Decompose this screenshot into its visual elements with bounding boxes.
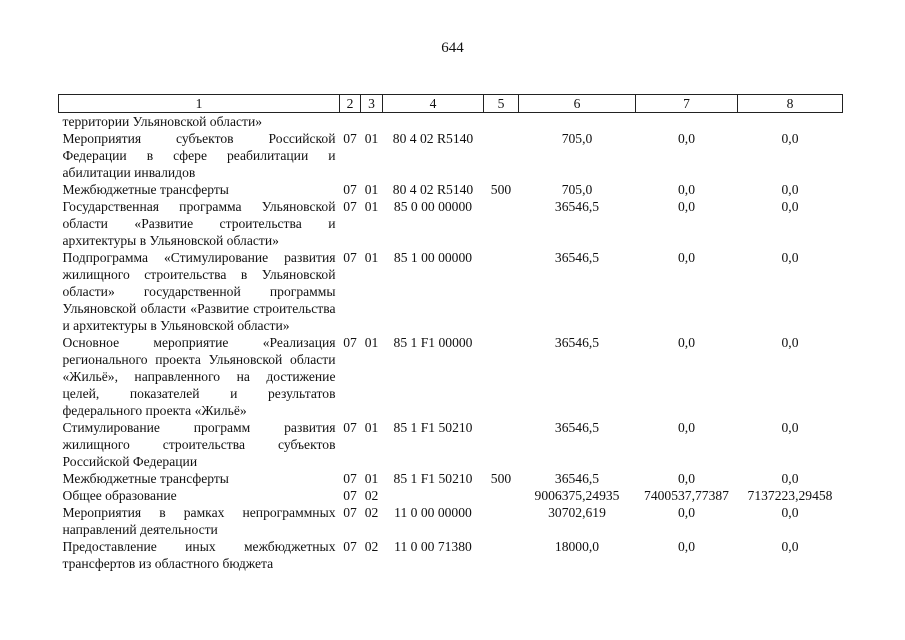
row-section: 07 [343,182,357,197]
row-subsection: 02 [364,539,379,554]
col-header-4: 4 [383,95,484,113]
row-subsection: 02 [364,488,379,503]
col-header-5: 5 [484,95,519,113]
row-value-8: 0,0 [781,250,799,265]
row-value-8: 0,0 [781,539,799,554]
row-value-7: 0,0 [678,131,695,146]
row-subsection: 01 [364,335,379,350]
row-value-6: 36546,5 [554,471,600,486]
row-target-code: 11 0 00 00000 [394,505,472,520]
row-expense-type [484,538,519,572]
row-value-8: 0,0 [781,471,799,486]
row-name: Стимулирование программ развития жилищного строительства субъектов Российской Федерации [62,420,336,469]
page-number: 644 [441,40,464,56]
row-name: Общее образование [62,488,177,503]
row-target-code: 80 4 02 R5140 [392,131,474,146]
row-name: Основное мероприятие «Реализация регионального проекта Ульяновской области «Жильё», направленного на достижение целей, показателей и результатов федерального проекта «Жильё» [62,335,336,418]
row-target-code: 80 4 02 R5140 [392,182,474,197]
row-target-code: 85 1 F1 50210 [393,471,473,486]
col-header-3: 3 [361,95,383,113]
row-value-8: 0,0 [781,335,799,350]
row-name: Подпрограмма «Стимулирование развития жилищного строительства в Ульяновской области» государственной программы Ульяновской области «Развитие строительства и архитектуры в Ульяновской области» [62,250,336,333]
table-row [59,487,843,504]
row-value-8: 0,0 [781,505,799,520]
row-section: 07 [343,335,357,350]
row-name: Государственная программа Ульяновской области «Развитие строительства и архитектуры в Ульяновской области» [62,199,336,248]
row-value-7: 0,0 [678,471,695,486]
row-subsection [361,113,383,131]
row-value-6: 36546,5 [554,250,600,265]
table-row [59,249,843,334]
row-value-8 [738,113,843,131]
row-value-6: 30702,619 [548,505,606,520]
row-expense-type: 500 [490,471,512,486]
row-value-8: 0,0 [781,420,799,435]
row-value-8: 0,0 [781,131,799,146]
row-value-8: 0,0 [781,182,799,197]
table-row [59,538,843,572]
row-value-7: 0,0 [678,420,695,435]
row-target-code: 85 0 00 00000 [393,199,473,214]
col-header-2: 2 [340,95,361,113]
row-section: 07 [343,488,357,503]
row-value-6: 36546,5 [554,335,600,350]
row-section: 07 [343,539,357,554]
col-header-7: 7 [636,95,738,113]
table-row [59,198,843,249]
table-row [59,419,843,470]
col-header-6: 6 [519,95,636,113]
row-target-code [383,487,484,504]
row-subsection: 01 [364,131,379,146]
row-value-7: 0,0 [678,250,695,265]
row-subsection: 01 [364,471,379,486]
row-subsection: 01 [364,250,379,265]
row-target-code: 85 1 F1 50210 [393,420,473,435]
row-expense-type [484,487,519,504]
header-row [59,95,843,113]
row-subsection: 01 [364,182,379,197]
row-value-7: 0,0 [678,199,695,214]
row-value-7 [636,113,738,131]
row-subsection: 01 [364,199,379,214]
row-section: 07 [343,471,357,486]
col-header-8: 8 [738,95,843,113]
row-section [340,113,361,131]
row-name: Межбюджетные трансферты [62,182,229,197]
row-value-8: 7137223,29458 [747,488,833,503]
row-section: 07 [343,250,357,265]
row-section: 07 [343,131,357,146]
row-expense-type [484,249,519,334]
table-row [59,504,843,538]
row-subsection: 02 [364,505,379,520]
row-expense-type [484,334,519,419]
row-target-code: 85 1 F1 00000 [393,335,473,350]
table-row [59,113,843,131]
row-value-8: 0,0 [781,199,799,214]
row-target-code: 85 1 00 00000 [393,250,473,265]
row-value-7: 0,0 [678,335,695,350]
row-value-7: 0,0 [678,182,695,197]
col-header-1: 1 [59,95,340,113]
row-value-6: 705,0 [561,131,593,146]
row-expense-type [484,419,519,470]
row-target-code: 11 0 00 71380 [394,539,472,554]
row-value-6: 36546,5 [554,199,600,214]
budget-table [58,94,843,572]
row-name: территории Ульяновской области» [62,114,263,129]
row-section: 07 [343,505,357,520]
row-expense-type [484,130,519,181]
row-expense-type [484,198,519,249]
row-value-7: 0,0 [678,505,695,520]
row-expense-type: 500 [490,182,512,197]
row-value-7: 0,0 [678,539,695,554]
row-section: 07 [343,420,357,435]
row-name: Мероприятия в рамках непрограммных направлений деятельности [62,505,336,537]
row-value-6: 705,0 [561,182,593,197]
row-section: 07 [343,199,357,214]
row-value-6: 36546,5 [554,420,600,435]
table-row [59,181,843,198]
row-name: Мероприятия субъектов Российской Федерации в сфере реабилитации и абилитации инвалидов [62,131,336,180]
row-expense-type [484,113,519,131]
row-value-6 [519,113,636,131]
row-value-6: 18000,0 [554,539,600,554]
table-row [59,130,843,181]
row-name: Межбюджетные трансферты [62,471,229,486]
table-row [59,470,843,487]
row-target-code [383,113,484,131]
row-value-7: 7400537,77387 [644,488,729,503]
row-value-6: 9006375,24935 [534,488,620,503]
row-subsection: 01 [364,420,379,435]
table-row [59,334,843,419]
row-expense-type [484,504,519,538]
row-name: Предоставление иных межбюджетных трансфертов из областного бюджета [62,539,336,571]
